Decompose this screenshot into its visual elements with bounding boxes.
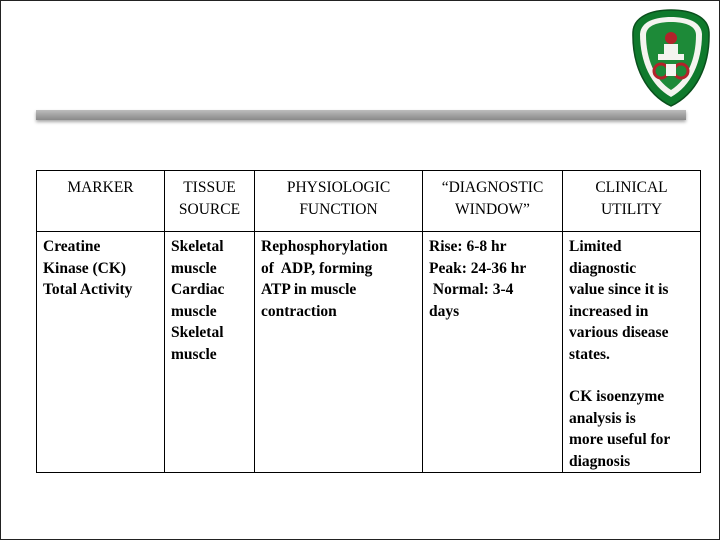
table-row: [37, 232, 701, 473]
header-diagnostic-window: “DIAGNOSTIC WINDOW”: [423, 171, 563, 232]
table-header-row: [37, 171, 701, 232]
header-clinical-utility: CLINICAL UTILITY: [563, 171, 701, 232]
header-marker: MARKER: [37, 171, 165, 232]
university-seal-icon: [630, 8, 712, 108]
cell-physiologic-function: Rephosphorylation of ADP, forming ATP in muscle contraction: [255, 232, 423, 473]
header-physiologic-function: PHYSIOLOGIC FUNCTION: [255, 171, 423, 232]
cell-diagnostic-window: Rise: 6-8 hr Peak: 24-36 hr Normal: 3-4 days: [423, 232, 563, 473]
cell-clinical-utility: Limited diagnostic value since it is increased in various disease states. CK isoenzyme analysis is more useful for diagnosis: [563, 232, 701, 473]
header-tissue-source: TISSUE SOURCE: [165, 171, 255, 232]
cell-tissue-source: Skeletal muscle Cardiac muscle Skeletal muscle: [165, 232, 255, 473]
header-divider: [36, 110, 686, 120]
cardiac-marker-table: [36, 170, 701, 473]
cell-marker: Creatine Kinase (CK) Total Activity: [37, 232, 165, 473]
